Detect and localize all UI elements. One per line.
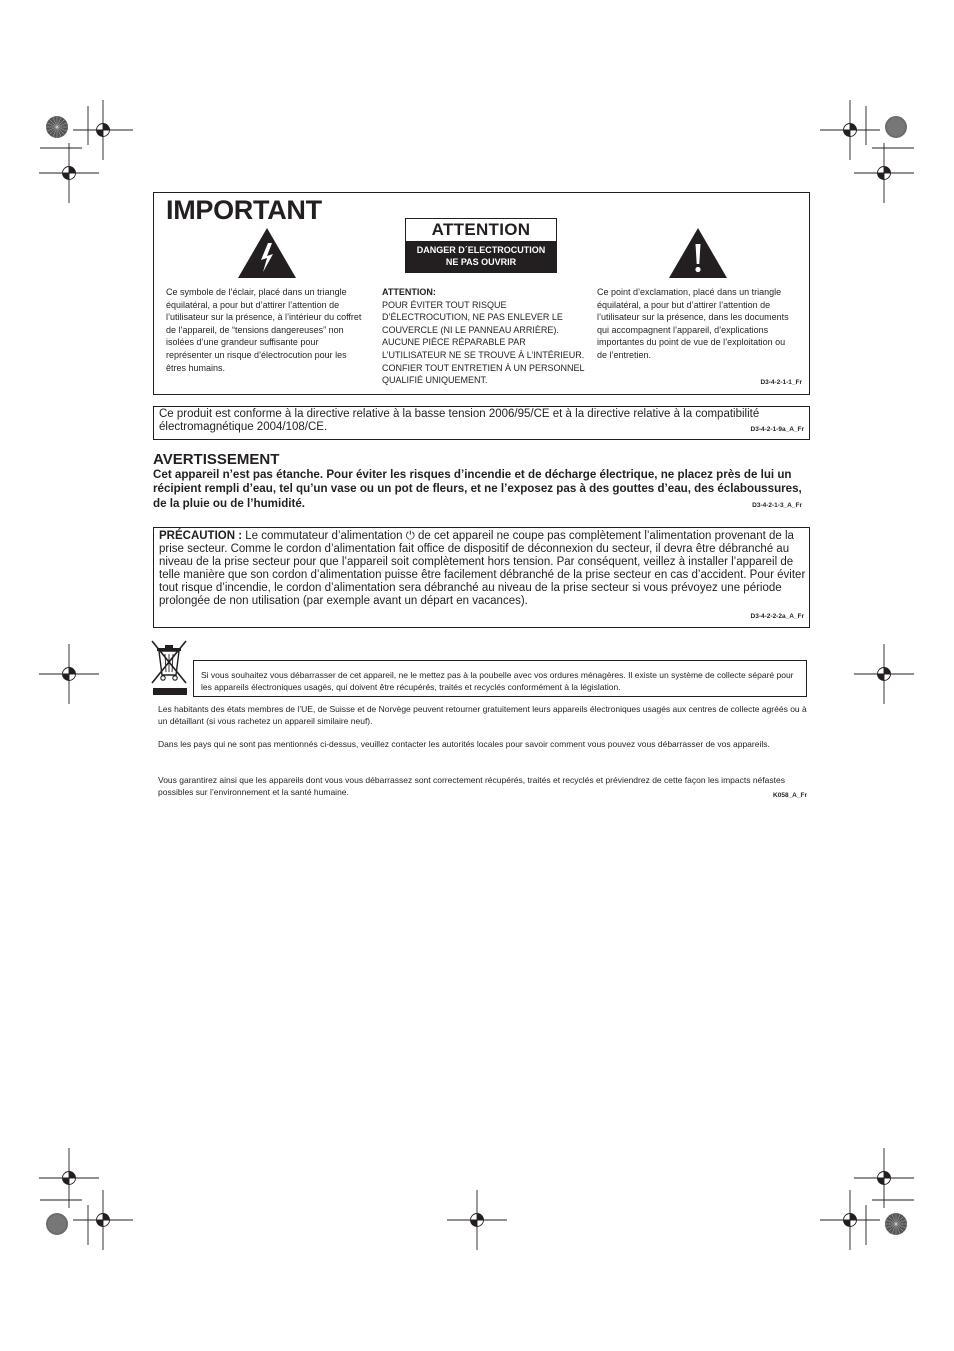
exclamation-warning-icon [668, 227, 728, 279]
reference-code: K058_A_Fr [773, 792, 807, 799]
attention-explanation-text: POUR ÉVITER TOUT RISQUE D’ÉLECTROCUTION, NE PAS ENLEVER LE COUVERCLE (NI LE PANNEAU ARRIÈRE). AUCUNE PIÈCE RÉPARABLE PAR L’UTILISATEUR NE SE TROUVE À L’INTÉRIEUR. CONFIER TOUT ENTRETIEN À UN PERSONNEL QUALIFIÉ UNIQUEMENT. [382, 299, 585, 386]
avertissement-text: Cet appareil n’est pas étanche. Pour éviter les risques d’incendie et de décharge électrique, ne placez près de lui un récipient rempli d’eau, tel qu’un vase ou un pot de fleurs, et ne l’exposez pas à des gouttes d’eau, des éclaboussures, de la pluie ou de l’humidité. [153, 468, 802, 510]
lightning-warning-icon [237, 227, 297, 279]
attention-label [405, 218, 557, 273]
reference-code: D3-4-2-1-3_A_Fr [752, 502, 802, 509]
avertissement-title: AVERTISSEMENT [153, 451, 280, 468]
attention-explanation-head: ATTENTION: [382, 287, 436, 297]
weee-paragraph-3: Vous garantirez ainsi que les appareils dont vous vous débarrassez sont correctement récupérés, traités et recyclés et préviendrez de cette façon les impacts néfastes possibles sur l’environnement et la santé humaine. [158, 775, 785, 797]
lightning-explanation: Ce symbole de l’éclair, placé dans un triangle équilatéral, a pour but d’attirer l’attention de l’utilisateur sur la présence, à l’intérieur du coffret de l’appareil, de “tensions dangereuses” non isolées d’une grandeur suffisante pour représenter un risque d’électrocution pour les êtres humains. [166, 287, 362, 373]
directive-text: Ce produit est conforme à la directive relative à la basse tension 2006/95/CE et à la directive relative à la compatibilité électromagnétique 2004/108/CE. [159, 408, 760, 433]
power-symbol-icon: ⏻ [405, 530, 415, 542]
weee-box-text: Si vous souhaitez vous débarrasser de cet appareil, ne le mettez pas à la poubelle avec vos ordures ménagères. Il existe un système de collecte séparé pour les appareils électroniques usagés, qui doivent être récupérés, traités et recyclés conformément à la législation. [201, 670, 794, 692]
precaution-text-part1: Le commutateur d’alimentation [242, 530, 406, 542]
crossed-bin-icon [150, 639, 190, 697]
attention-label-warning [406, 241, 556, 272]
precaution-text-part2: de cet appareil ne coupe pas complètement l’alimentation provenant de la prise secteur. Comme le cordon d’alimentation fait office de dispositif de déconnexion du secteur, il devra être débranché au niveau de la prise secteur pour que l’appareil soit complètement hors tension. Par conséquent, veillez à installer l’appareil de telle manière que son cordon d’alimentation puisse être facilement débranché de la prise secteur en cas d’accident. Pour éviter tout risque d’incendie, le cordon d’alimentation sera débranché au niveau de la prise secteur si vous prévoyez une période prolongée de non utilisation (par exemple avant un départ en vacances). [159, 530, 806, 607]
reference-code: D3-4-2-2-2a_A_Fr [750, 613, 804, 620]
attention-explanation [382, 286, 587, 387]
reference-code: D3-4-2-1-1_Fr [760, 379, 802, 386]
precaution-text [159, 530, 807, 608]
precaution-head: PRÉCAUTION : [159, 530, 243, 542]
attention-label-title: ATTENTION [431, 220, 531, 239]
attention-label-line2: NE PAS OUVRIR [445, 257, 517, 267]
reference-code: D3-4-2-1-9a_A_Fr [750, 426, 804, 433]
weee-paragraph-1: Les habitants des états membres de l’UE, de Suisse et de Norvège peuvent retourner gratuitement leurs appareils électroniques usagés aux centres de collecte agréés ou à un détaillant (si vous rachetez un appareil similaire neuf). [158, 704, 807, 726]
important-title: IMPORTANT [166, 195, 322, 225]
exclamation-explanation: Ce point d’exclamation, placé dans un triangle équilatéral, a pour but d’attirer l’attention de l’utilisateur sur la présence, dans les documents qui accompagnent l’appareil, d’explications importantes du point de vue de l’exploitation ou de l’entretien. [597, 287, 789, 360]
attention-label-line1: DANGER D´ELECTROCUTION [416, 245, 546, 255]
weee-paragraph-2: Dans les pays qui ne sont pas mentionnés ci-dessus, veuillez contacter les autorités locales pour savoir comment vous pouvez vous débarrasser de vos appareils. [158, 739, 770, 749]
